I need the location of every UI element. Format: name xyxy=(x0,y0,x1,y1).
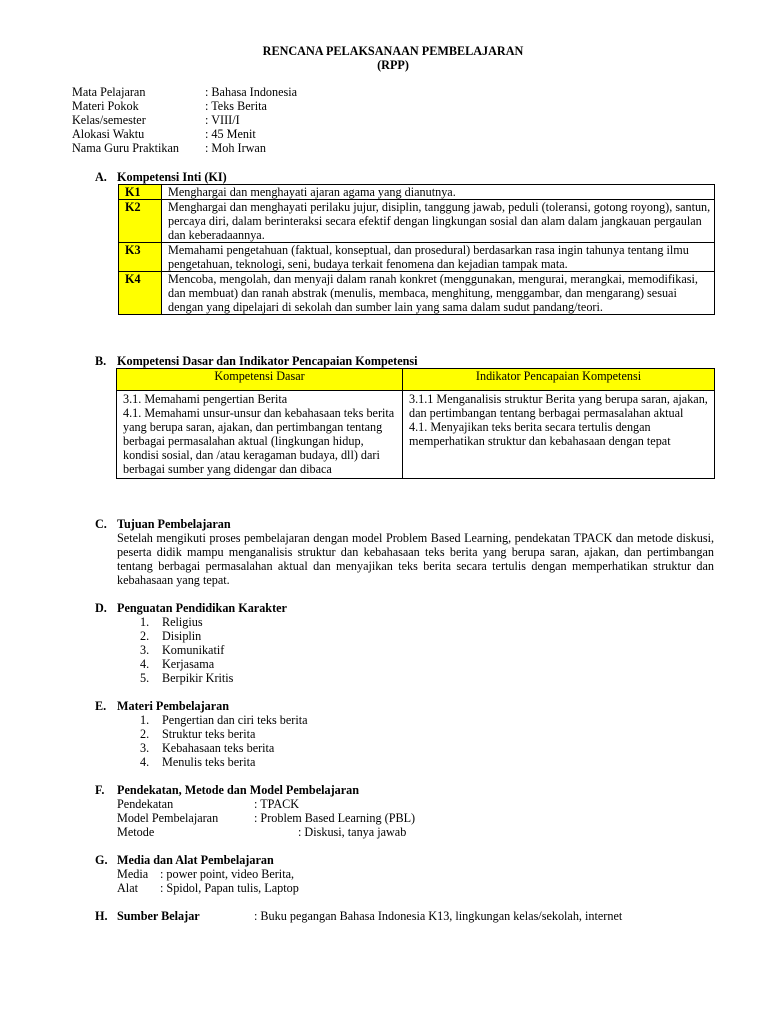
identity-value: : VIII/I xyxy=(205,113,240,127)
document-subtitle: (RPP) xyxy=(377,58,409,72)
ki-code: K4 xyxy=(119,272,162,315)
identity-label: Mata Pelajaran xyxy=(72,85,146,99)
kd-body-row xyxy=(117,391,715,479)
document-title: RENCANA PELAKSANAAN PEMBELAJARAN xyxy=(262,44,524,58)
list-item: 5. Berpikir Kritis xyxy=(140,671,234,685)
section-letter: D. xyxy=(95,601,107,615)
identity-value: : Teks Berita xyxy=(205,99,267,113)
section-title: Penguatan Pendidikan Karakter xyxy=(117,601,287,615)
ki-text: Memahami pengetahuan (faktual, konseptual, dan prosedural) berdasarkan rasa ingin tahunya tentang ilmu pengetahuan, teknologi, seni, budaya terkait fenomena dan kejadian tampak mata. xyxy=(162,243,715,272)
section-title: Kompetensi Dasar dan Indikator Pencapaian Kompetensi xyxy=(117,354,418,368)
section-d-heading xyxy=(95,601,287,615)
ki-row xyxy=(119,200,715,243)
section-title: Media dan Alat Pembelajaran xyxy=(117,853,274,867)
kd-line: 4.1. Memahami unsur-unsur dan kebahasaan teks berita yang berupa saran, ajakan, dan pertimbangan tentang berbagai permasalahan aktual (lingkungan hidup, kondisi sosial, dan /atau keragaman budaya, dll) dari berbagai sumber yang didengar dan dibaca xyxy=(123,406,395,476)
kd-cell-indikator xyxy=(403,391,715,479)
pendekatan-label: Pendekatan xyxy=(117,797,174,811)
media-value: : power point, video Berita, xyxy=(160,867,295,881)
list-item: 3. Komunikatif xyxy=(140,643,225,657)
metode-value: : Diskusi, tanya jawab xyxy=(298,825,407,839)
section-title: Pendekatan, Metode dan Model Pembelajaran xyxy=(117,783,360,797)
identity-row xyxy=(72,99,297,113)
section-h-heading xyxy=(95,909,200,923)
ki-row xyxy=(119,243,715,272)
list-item: 2. Disiplin xyxy=(140,629,202,643)
section-c-heading xyxy=(95,517,231,531)
tujuan-paragraph: Setelah mengikuti proses pembelajaran dengan model Problem Based Learning, pendekatan TPACK dan metode diskusi, peserta didik mampu menganalisis struktur dan kebahasaan teks berita yang berupa saran, ajakan, dan pertimbangan tentang berbagai permasalahan aktual dan menyajikan teks berita secara tertulis dengan memperhatikan struktur dan kebahasaan yang tepat. xyxy=(117,531,714,587)
kompetensi-dasar-table xyxy=(116,368,715,479)
kd-header-row xyxy=(117,369,715,391)
list-item: 1. Pengertian dan ciri teks berita xyxy=(140,713,308,727)
identity-value: : 45 Menit xyxy=(205,127,256,141)
kd-line: 3.1.1 Menganalisis struktur Berita yang berupa saran, ajakan, dan pertimbangan tentang berbagai permasalahan aktual xyxy=(409,392,708,420)
section-letter: G. xyxy=(95,853,108,867)
identity-label: Nama Guru Praktikan xyxy=(72,141,179,155)
section-e-heading xyxy=(95,699,229,713)
model-value: : Problem Based Learning (PBL) xyxy=(254,811,416,825)
media-label: Media xyxy=(117,867,149,881)
identity-table xyxy=(72,85,297,155)
kd-header-kompetensi-dasar: Kompetensi Dasar xyxy=(117,369,403,391)
metode-label: Metode xyxy=(117,825,155,839)
identity-value: : Moh Irwan xyxy=(205,141,266,155)
kd-header-indikator: Indikator Pencapaian Kompetensi xyxy=(403,369,715,391)
materi-list xyxy=(140,713,308,769)
section-title: Kompetensi Inti (KI) xyxy=(117,170,227,184)
ki-code: K2 xyxy=(119,200,162,243)
section-letter: E. xyxy=(95,699,107,713)
ki-code: K3 xyxy=(119,243,162,272)
pendekatan-value: : TPACK xyxy=(254,797,300,811)
identity-row xyxy=(72,85,297,99)
section-b-heading xyxy=(95,354,418,368)
ki-row xyxy=(119,185,715,200)
section-letter: A. xyxy=(95,170,107,184)
identity-label: Alokasi Waktu xyxy=(72,127,145,141)
list-item: 2. Struktur teks berita xyxy=(140,727,256,741)
section-f-heading xyxy=(95,783,359,797)
section-letter: B. xyxy=(95,354,107,368)
section-title: Tujuan Pembelajaran xyxy=(117,517,231,531)
ki-text: Menghargai dan menghayati ajaran agama yang dianutnya. xyxy=(162,185,715,200)
list-item: 4. Kerjasama xyxy=(140,657,215,671)
section-g-heading xyxy=(95,853,274,867)
ki-text: Mencoba, mengolah, dan menyaji dalam ranah konkret (menggunakan, mengurai, merangkai, memodifikasi, dan membuat) dan ranah abstrak (menulis, membaca, menghitung, menggambar, dan mengarang) sesuai dengan yang dipelajari di sekolah dan sumber lain yang sama dalam sudut pandang/teori. xyxy=(162,272,715,315)
section-title: Sumber Belajar xyxy=(117,909,200,923)
identity-row xyxy=(72,141,297,155)
section-letter: C. xyxy=(95,517,107,531)
list-item: 4. Menulis teks berita xyxy=(140,755,256,769)
identity-label: Materi Pokok xyxy=(72,99,139,113)
ki-code: K1 xyxy=(119,185,162,200)
list-item: 3. Kebahasaan teks berita xyxy=(140,741,275,755)
identity-row xyxy=(72,113,297,127)
model-label: Model Pembelajaran xyxy=(117,811,219,825)
alat-value: : Spidol, Papan tulis, Laptop xyxy=(160,881,299,895)
sumber-belajar-value: : Buku pegangan Bahasa Indonesia K13, lingkungan kelas/sekolah, internet xyxy=(254,909,623,923)
kompetensi-inti-table xyxy=(118,184,715,315)
list-item: 1. Religius xyxy=(140,615,203,629)
ki-row xyxy=(119,272,715,315)
section-a-heading xyxy=(95,170,227,184)
identity-label: Kelas/semester xyxy=(72,113,146,127)
karakter-list xyxy=(140,615,233,685)
kd-cell-kompetensi-dasar xyxy=(117,391,403,479)
alat-label: Alat xyxy=(117,881,138,895)
kd-line: 4.1. Menyajikan teks berita secara tertulis dengan memperhatikan struktur dan kebahasaan dengan tepat xyxy=(409,420,671,448)
kd-line: 3.1. Memahami pengertian Berita xyxy=(123,392,288,406)
ki-text: Menghargai dan menghayati perilaku jujur, disiplin, tanggung jawab, peduli (toleransi, gotong royong), santun, percaya diri, dalam berinteraksi secara efektif dengan lingkungan sosial dan alam dalam jangkauan pergaulan dan keberadaannya. xyxy=(162,200,715,243)
section-letter: H. xyxy=(95,909,108,923)
section-letter: F. xyxy=(95,783,105,797)
identity-row xyxy=(72,127,297,141)
section-title: Materi Pembelajaran xyxy=(117,699,230,713)
identity-value: : Bahasa Indonesia xyxy=(205,85,298,99)
